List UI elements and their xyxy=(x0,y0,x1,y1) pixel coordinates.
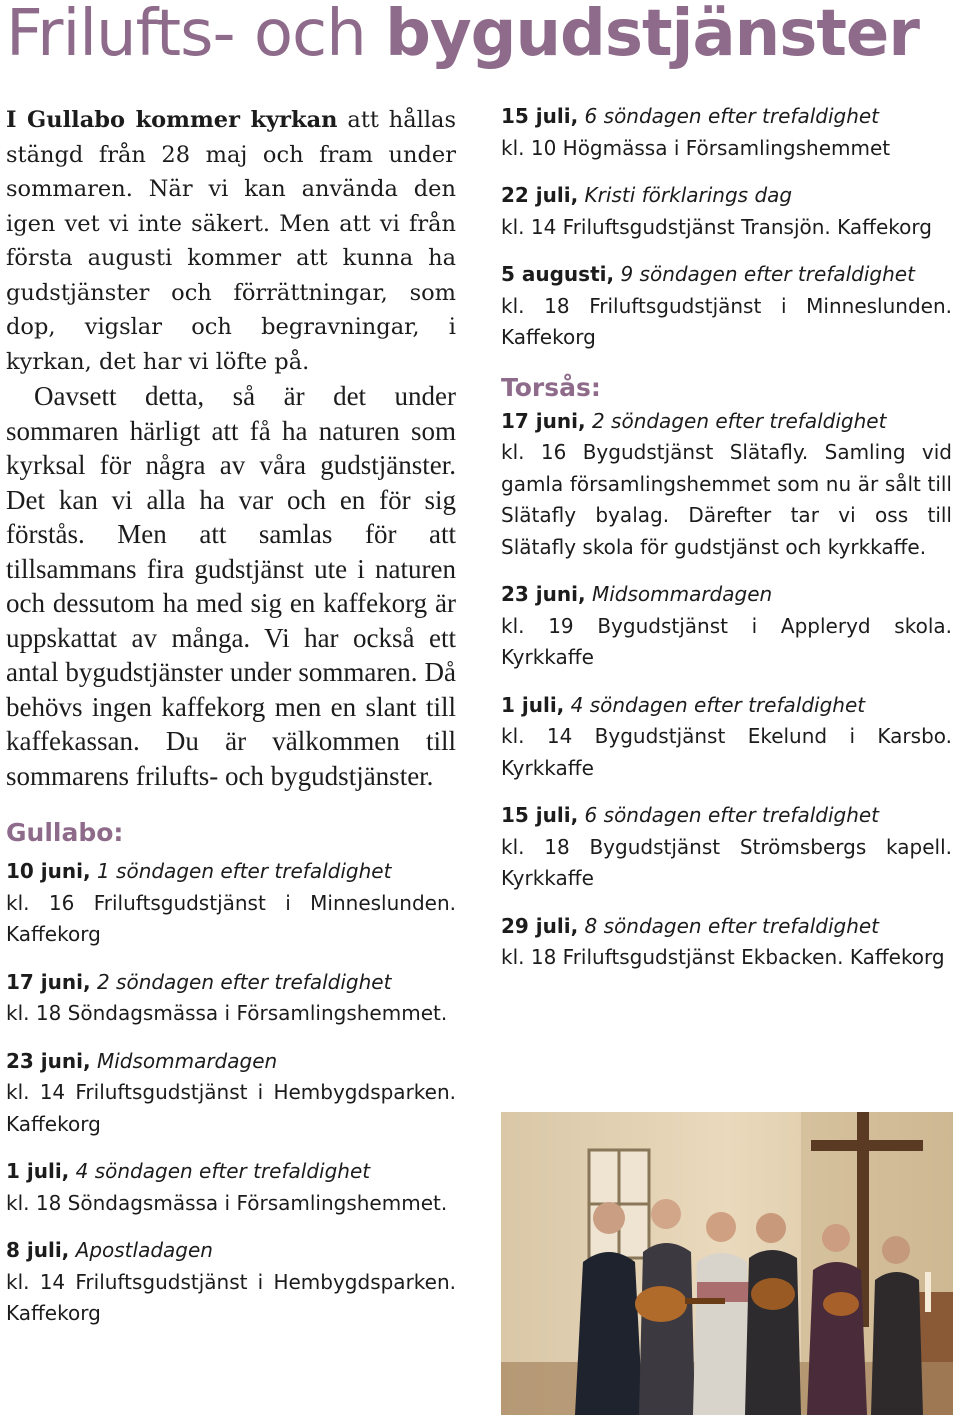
event-occasion: 4 söndagen efter trefaldighet xyxy=(69,1159,371,1183)
event-date: 23 juni, xyxy=(6,1048,91,1073)
event-date: 8 juli, xyxy=(6,1238,70,1262)
event-date: 23 juni, xyxy=(501,582,586,606)
event-block xyxy=(501,911,952,974)
section-heading-torsas: Torsås: xyxy=(501,372,601,402)
event-block xyxy=(501,579,952,674)
event-occasion: 2 söndagen efter trefaldighet xyxy=(90,969,392,994)
event-heading xyxy=(501,259,952,291)
event-occasion: 9 söndagen efter trefaldighet xyxy=(614,262,915,286)
section-heading-gullabo: Gullabo: xyxy=(6,818,124,847)
musicians-photo xyxy=(501,1112,953,1415)
event-occasion: 6 söndagen efter trefaldighet xyxy=(578,104,880,128)
event-occasion: 4 söndagen efter trefaldighet xyxy=(564,692,866,717)
event-heading xyxy=(501,579,952,611)
event-heading xyxy=(6,1046,456,1078)
event-details: kl. 14 Friluftsgudstjänst Transjön. Kaffekorg xyxy=(501,214,932,239)
event-date: 10 juni, xyxy=(6,859,91,883)
event-date: 17 juni, xyxy=(501,408,586,433)
event-block xyxy=(501,406,952,564)
event-heading xyxy=(501,690,952,722)
event-block xyxy=(6,967,456,1030)
event-date: 15 juli, xyxy=(501,104,579,128)
event-block xyxy=(501,259,952,354)
right-column xyxy=(501,101,952,974)
event-occasion: 6 söndagen efter trefaldighet xyxy=(578,803,880,827)
event-occasion: Apostladagen xyxy=(69,1238,213,1262)
event-block xyxy=(6,856,456,951)
event-date: 5 augusti, xyxy=(501,262,615,286)
title-part-1: Frilufts- och xyxy=(6,0,386,71)
event-details: kl. 14 Bygudstjänst Ekelund i Karsbo. Kyrkkaffe xyxy=(501,724,952,780)
left-column xyxy=(6,103,456,1330)
event-block xyxy=(6,1156,456,1219)
event-occasion: 2 söndagen efter trefaldighet xyxy=(585,408,887,433)
intro-lead: I Gullabo kommer kyrkan xyxy=(6,107,338,133)
event-heading xyxy=(6,967,456,999)
event-block xyxy=(501,800,952,895)
event-heading xyxy=(501,180,952,212)
event-details: kl. 16 Bygudstjänst Slätafly. Samling vid gamla församlingshemmet som nu är sålt till Slätafly byalag. Därefter tar vi oss till Slätafly skola för gudstjänst och kyrkkaffe. xyxy=(501,440,952,559)
event-block xyxy=(6,1046,456,1141)
event-details: kl. 18 Söndagsmässa i Församlingshemmet. xyxy=(6,1190,448,1215)
intro-paragraph-1 xyxy=(6,103,456,379)
event-details: kl. 10 Högmässa i Församlingshemmet xyxy=(501,135,891,160)
event-occasion: Midsommardagen xyxy=(90,1048,278,1073)
event-heading xyxy=(501,406,952,438)
event-date: 22 juli, xyxy=(501,183,579,207)
event-occasion: 8 söndagen efter trefaldighet xyxy=(578,913,880,938)
event-occasion: 1 söndagen efter trefaldighet xyxy=(90,859,392,883)
event-date: 1 juli, xyxy=(6,1159,70,1183)
event-occasion: Kristi förklarings dag xyxy=(578,183,793,207)
event-date: 1 juli, xyxy=(501,692,565,717)
event-date: 29 juli, xyxy=(501,913,579,938)
intro-paragraph-2: Oavsett detta, så är det under sommaren härligt att få ha naturen som kyrksal för några av våra gudstjänster. Det kan vi alla ha var och en för sig förstås. Men att samlas för att tillsammans fira gudstjänst ute i naturen och dessutom ha med sig en kaffekorg är uppskattat av många. Vi har också ett antal bygudstjänster under sommaren. Då behövs ingen kaffekorg men en slant till kaffekassan. Du är välkommen till sommarens frilufts- och bygudstjänster. xyxy=(6,381,456,791)
event-heading xyxy=(501,911,952,943)
event-details: kl. 16 Friluftsgudstjänst i Minneslunden. Kaffekorg xyxy=(6,890,456,946)
event-details: kl. 18 Bygudstjänst Strömsbergs kapell. Kyrkkaffe xyxy=(501,834,952,890)
event-block xyxy=(501,180,952,243)
event-details: kl. 19 Bygudstjänst i Appleryd skola. Kyrkkaffe xyxy=(501,613,952,669)
intro-text-1: att hållas stängd från 28 maj och fram under sommaren. När vi kan använda den igen vet vi inte säkert. Men att vi från första augusti kommer att kunna ha gudstjänster och förrättningar, som dop, vigslar och begravningar, i kyrkan, det har vi löfte på. xyxy=(6,107,457,375)
event-heading xyxy=(501,101,952,133)
event-block xyxy=(501,690,952,785)
event-heading xyxy=(6,1156,456,1188)
event-date: 17 juni, xyxy=(6,969,91,994)
event-details: kl. 14 Friluftsgudstjänst i Hembygdsparken. Kaffekorg xyxy=(6,1080,456,1136)
event-date: 15 juli, xyxy=(501,803,579,827)
page-title xyxy=(6,0,919,74)
event-details: kl. 14 Friluftsgudstjänst i Hembygdsparken. Kaffekorg xyxy=(6,1269,456,1325)
event-occasion: Midsommardagen xyxy=(585,582,773,606)
event-details: kl. 18 Friluftsgudstjänst Ekbacken. Kaffekorg xyxy=(501,945,945,969)
event-details: kl. 18 Söndagsmässa i Församlingshemmet. xyxy=(6,1001,448,1025)
event-block xyxy=(501,101,952,164)
event-heading xyxy=(6,1235,456,1267)
title-part-2: bygudstjänster xyxy=(385,0,919,71)
event-heading xyxy=(501,800,952,832)
event-details: kl. 18 Friluftsgudstjänst i Minneslunden. Kaffekorg xyxy=(501,293,952,349)
event-heading xyxy=(6,856,456,888)
event-block xyxy=(6,1235,456,1330)
